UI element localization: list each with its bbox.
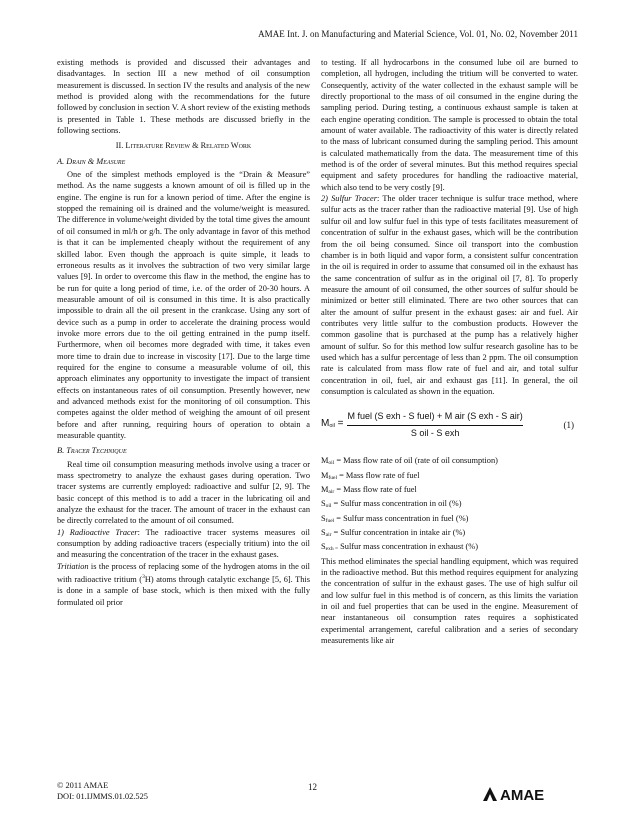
symbol-definition: $S_{air}$ = Sulfur concentration in intake air (%) bbox=[321, 528, 466, 539]
doi: DOI: 01.IJMMS.01.02.525 bbox=[57, 792, 148, 801]
equation-denominator: S oil - S exh bbox=[410, 427, 460, 438]
oil-consumption-equation bbox=[321, 407, 578, 443]
sulfur-label: 2) Sulfur Tracer bbox=[321, 194, 377, 204]
paragraph-tritiation: Tritiation is the process of replacing some of the hydrogen atoms in the oil with radioactive tritium ($^3$H) atoms through catalytic exchange [5, 6]. This is done in a sample of base stock, which is then mixed with the fully formulated oil prior bbox=[57, 561, 310, 607]
equation-fraction bbox=[347, 411, 522, 439]
amae-logo bbox=[482, 786, 578, 802]
paragraph-tracer-technique: Real time oil consumption measuring methods involve using a tracer or mass spectrometry to analyze the exhaust gases during operation. Two tracer systems are currently employed: radioactive and sulfur [2, 9]. The basic concept of this method is to add a tracer in the lubricating oil and analyze the exhaust for the tracer. The amount of tracer in the exhaust can be directly correlated to the amount of oil consumed. bbox=[57, 459, 310, 526]
subsection-heading-tracer: B. Tracer Technique bbox=[57, 446, 127, 456]
equation-number: (1) bbox=[563, 419, 574, 430]
footer bbox=[57, 780, 148, 802]
copyright: © 2011 AMAE bbox=[57, 781, 109, 790]
right-column bbox=[321, 57, 578, 646]
symbol-definition: $M_{oil}$ = Mass flow rate of oil (rate of oil consumption) bbox=[321, 456, 498, 467]
running-head: AMAE Int. J. on Manufacturing and Material Science, Vol. 01, No. 02, November 2011 bbox=[258, 29, 578, 39]
symbol-definitions bbox=[321, 455, 578, 555]
paragraph-sulfur-conclusion: This method eliminates the special handling equipment, which was required in the radioactive method. But this method requires equipment for analyzing the concentration of sulfur in the exhaust gases. The use of high sulfur oil and low sulfur fuel in this method is of concern, as this limits the variation in oil and fuel properties that can be used in the engine. Measurement of near instantaneous oil consumption rates requires a sophisticated experimental arrangement, careful calibration and a series of secondary measurements like air bbox=[321, 556, 578, 646]
subsection-heading-drain: A. Drain & Measure bbox=[57, 156, 126, 166]
paragraph-tritium-continued: to testing. If all hydrocarbons in the consumed lube oil are burned to completion, all hydrogen, including the tritium will be converted to water. Consequently, activity of the water collected in the exhaust sample will be directly proportional to the mass of oil consumed in the engine during the sampling period. During testing, a continuous exhaust sample is taken at each engine operating condition. The sample is processed to obtain the total amount of water available. The radioactivity of this water is directly related to the mass of lubricant consumed during the sampling period. This amount is calculated mathematically from the data. The measurement time of this method is of the order of several minutes. But this method requires special equipment and safety procedures for handling the radioactive material, which also tend to be very costly [9]. bbox=[321, 58, 578, 192]
intro-paragraph: existing methods is provided and discussed their advantages and disadvantages. In section III a new method of oil consumption measurement is discussed. In section IV the results and analysis of the new method is provided along with the recommendations for the future followed by conclusion in section V. A short review of the existing methods is presented in Table 1. These methods are discussed briefly in the following sections. bbox=[57, 58, 310, 136]
section-heading: II. Literature Review & Related Work bbox=[115, 141, 252, 151]
radioactive-label: 1) Radioactive Tracer bbox=[57, 527, 138, 537]
equation-lhs: $M_{oil}$ = bbox=[321, 418, 344, 430]
left-column bbox=[57, 57, 310, 608]
logo-text: AMAE bbox=[500, 787, 545, 802]
paragraph-sulfur-tracer: 2) Sulfur Tracer: The older tracer technique is sulfur trace method, where sulfur acts as the tracer rather than the radioactive material [9]. Use of high sulfur oil and low sulfur fuel in this type of tests facilitates measurement of concentration of sulfur in the exhaust gases, which will be the contribution from the oil being consumed. Since oil transport into the combustion chamber is in both liquid and vapor form, a consistent sulfur concentration in the oil is required in order to assume that consumed oil in the exhaust has the same concentration of sulfur as in the original oil [7, 8]. To properly measure the amount of oil consumed, the other sources of sulfur should be minimized or better still eliminated. There are two other sources that can alter the amount of sulfur present in the exhaust gases: air and fuel. Air contributes very little sulfur to the combustion products. However the common gasoline that is purchased at the pump has a relatively higher amount of sulfur. So for this method low sulfur research gasoline has to be used which has a sulfur percentage of less than 2 ppm. The oil consumption rate is calculated from mass flow rate of fuel and air, and total sulfur concentration in oil, fuel, air and exhaust gas [11]. In general, the oil consumption is calculated as shown in the equation. bbox=[321, 194, 578, 396]
equation-numerator: M fuel (S exh - S fuel) + M air (S exh - S air) bbox=[347, 411, 522, 425]
paragraph-radioactive-tracer: 1) Radioactive Tracer: The radioactive tracer systems measures oil consumption by adding radioactive tracers (especially tritium) into the oil and measuring the concentration of the tracer in the exhaust gases. bbox=[57, 527, 310, 560]
page-number: 12 bbox=[308, 782, 317, 792]
tritiation-label: Tritiation bbox=[57, 561, 89, 571]
paragraph-drain-measure: One of the simplest methods employed is the “Drain & Measure” method. As the name suggests a known amount of oil is filled up in the engine. The engine is run for a known period of time. After the engine is stopped the remaining oil is drained and the volume/weight is measured. The difference in volume/weight divided by the total time gives the amount of oil consumed in ml/h or g/h. The only advantage in favor of this method is that it can be implemented cheaply without the requirement of any skilled labor. Even though the approach is quite simple, it leads to erroneous results as it involves the subtraction of two very similar large values [9]. In order to overcome this flaw in the method, the engine has to be run for quite a long period of time, i.e. of the order of 20-30 hours. A measurable amount of oil is consumed in this time. It is also practically impossible to drain all the oil present in the crankcase. Using any sort of device such as a pump in order to accelerate the draining process would invoke more errors due to the oil getting entrained in the pump itself. Furthermore, when oil becomes more degraded with time, it takes even more time to drain due to increase in viscosity [17]. Due to the large time required for the engine to consume a measurable volume of oil, this approach eliminates any opportunity to investigate the impact of transient effects on instantaneous rates of oil consumption. Presently however, new and advanced methods exist for the monitoring of oil consumption. This competes against the older method of weighing the amount of oil present before and after running, requiring hours of operation to obtain a measurable quantity. bbox=[57, 170, 310, 440]
symbol-definition: $S_{oil}$ = Sulfur mass concentration in oil (%) bbox=[321, 499, 462, 510]
symbol-definition: $S_{fuel}$ = Sulfur mass concentration in fuel (%) bbox=[321, 513, 469, 524]
symbol-definition: $M_{air}$ = Mass flow rate of fuel bbox=[321, 485, 417, 495]
symbol-definition: $M_{fuel}$ = Mass flow rate of fuel bbox=[321, 470, 420, 481]
symbol-definition: $S_{exh =}$ Sulfur mass concentration in exhaust (%) bbox=[321, 542, 479, 553]
